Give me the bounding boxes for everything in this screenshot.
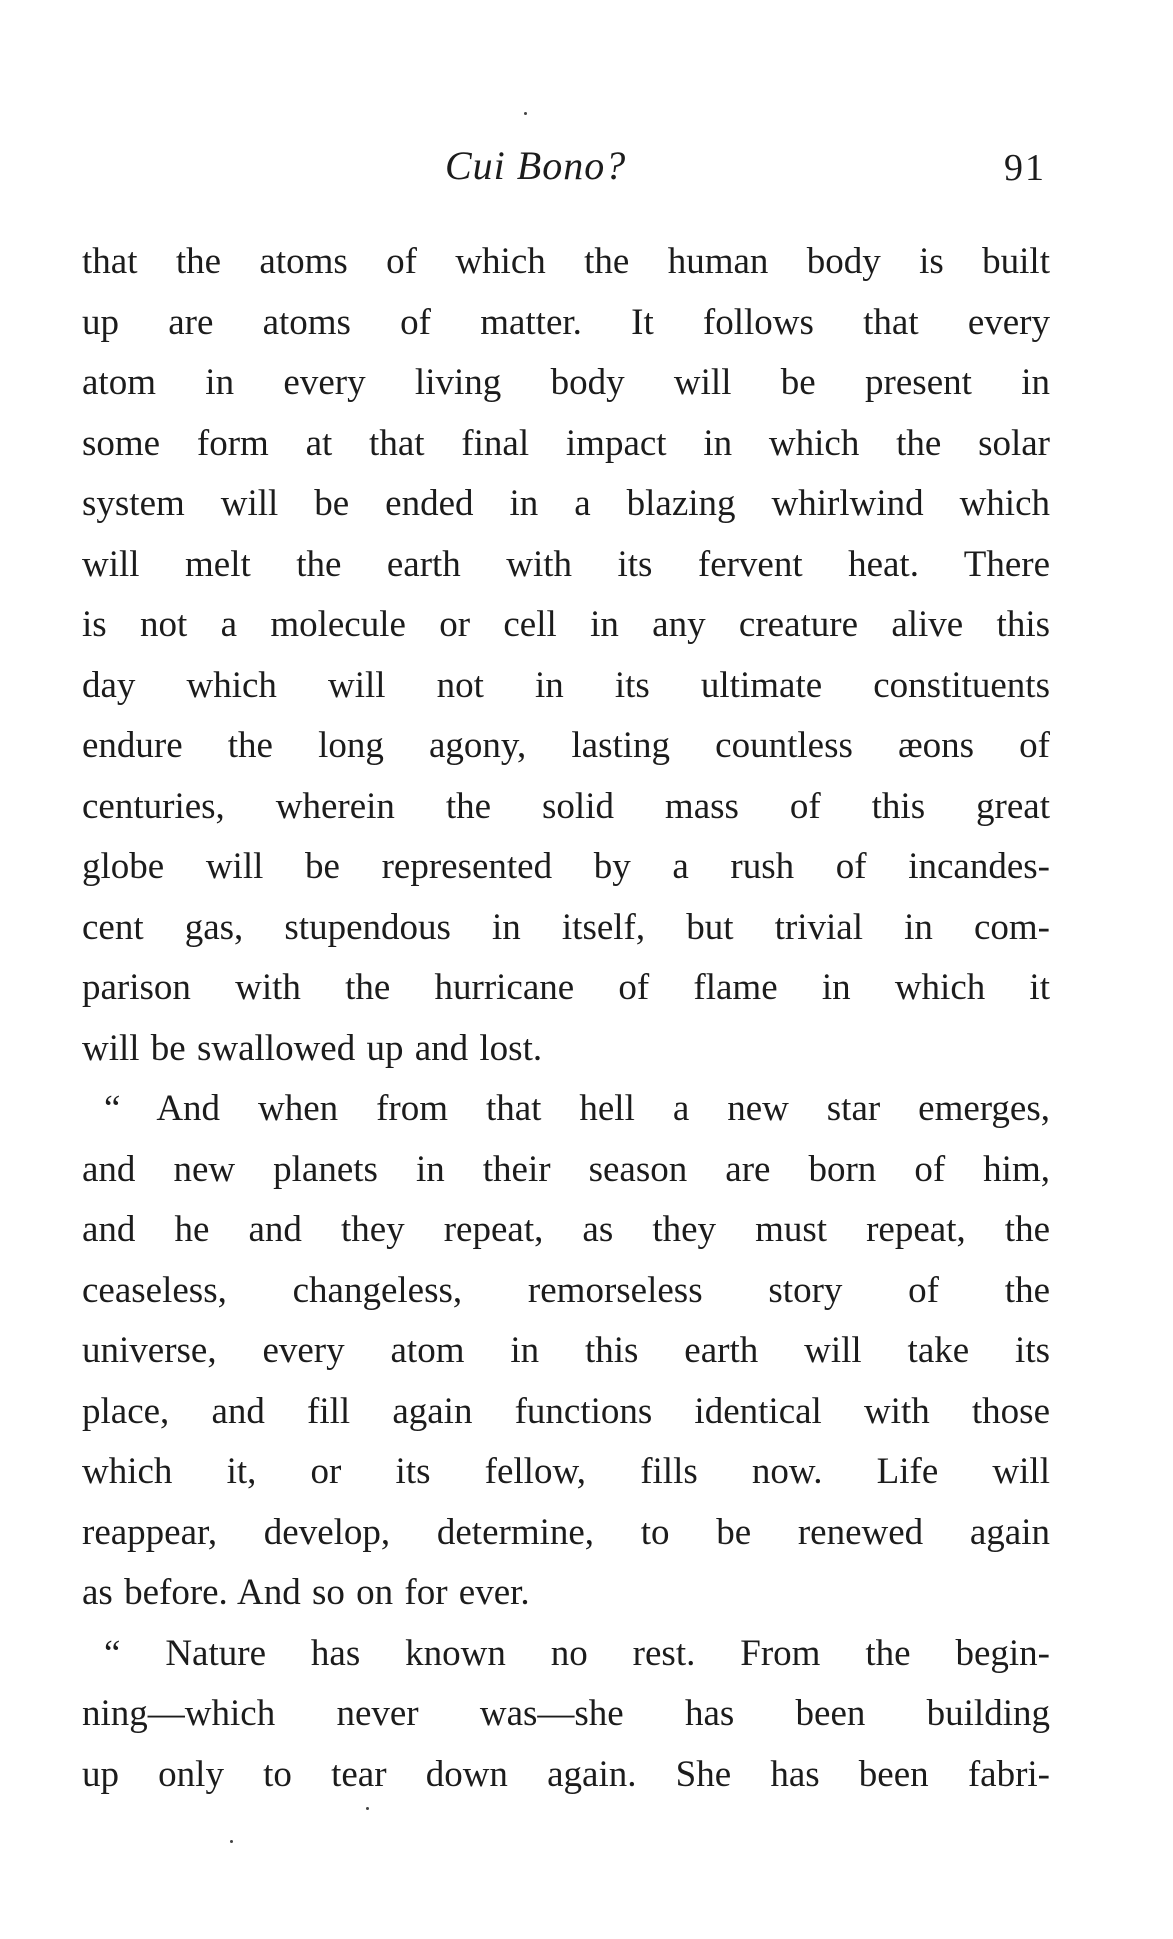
text-line: cent gas, stupendous in itself, but trivial in com- xyxy=(82,906,1050,948)
text-line: “ Nature has known no rest. From the begin- xyxy=(104,1632,1050,1674)
text-line: globe will be represented by a rush of incandes- xyxy=(82,846,1050,887)
text-line: that the atoms of which the human body is built xyxy=(82,241,1050,282)
text-line: up are atoms of matter. It follows that every xyxy=(82,301,1050,343)
text-line: endure the long agony, lasting countless æons of xyxy=(82,725,1050,766)
text-line: centuries, wherein the solid mass of this great xyxy=(82,785,1050,827)
text-line: ceaseless, changeless, remorseless story of the xyxy=(82,1269,1050,1311)
body-text xyxy=(82,232,1050,1805)
text-line: place, and fill again functions identical with those xyxy=(82,1390,1050,1432)
text-line: day which will not in its ultimate constituents xyxy=(82,664,1050,706)
text-line: is not a molecule or cell in any creature alive this xyxy=(82,604,1050,645)
running-title: Cui Bono? xyxy=(445,143,627,188)
text-line: ning—which never was—she has been building xyxy=(82,1693,1050,1734)
text-line: system will be ended in a blazing whirlwind which xyxy=(82,483,1050,524)
text-line: up only to tear down again. She has been fabri- xyxy=(82,1753,1050,1795)
print-speck xyxy=(366,1807,369,1810)
text-line: will melt the earth with its fervent heat. There xyxy=(82,543,1050,585)
text-line: and he and they repeat, as they must repeat, the xyxy=(82,1209,1050,1250)
text-line: some form at that final impact in which the solar xyxy=(82,422,1050,464)
text-line: will be swallowed up and lost. xyxy=(82,1027,543,1069)
text-line: and new planets in their season are born of him, xyxy=(82,1148,1050,1190)
text-line: reappear, develop, determine, to be renewed again xyxy=(82,1511,1050,1553)
text-line: as before. And so on for ever. xyxy=(82,1572,530,1613)
text-line: “ And when from that hell a new star emerges, xyxy=(104,1088,1050,1129)
text-line: which it, or its fellow, fills now. Life will xyxy=(82,1451,1050,1492)
text-line: atom in every living body will be present in xyxy=(82,362,1050,403)
text-line: universe, every atom in this earth will take its xyxy=(82,1330,1050,1371)
print-speck xyxy=(524,112,527,115)
text-line: parison with the hurricane of flame in which it xyxy=(82,967,1050,1008)
page-header xyxy=(0,142,1173,202)
print-speck xyxy=(230,1840,233,1843)
page-number: 91 xyxy=(1004,147,1046,189)
